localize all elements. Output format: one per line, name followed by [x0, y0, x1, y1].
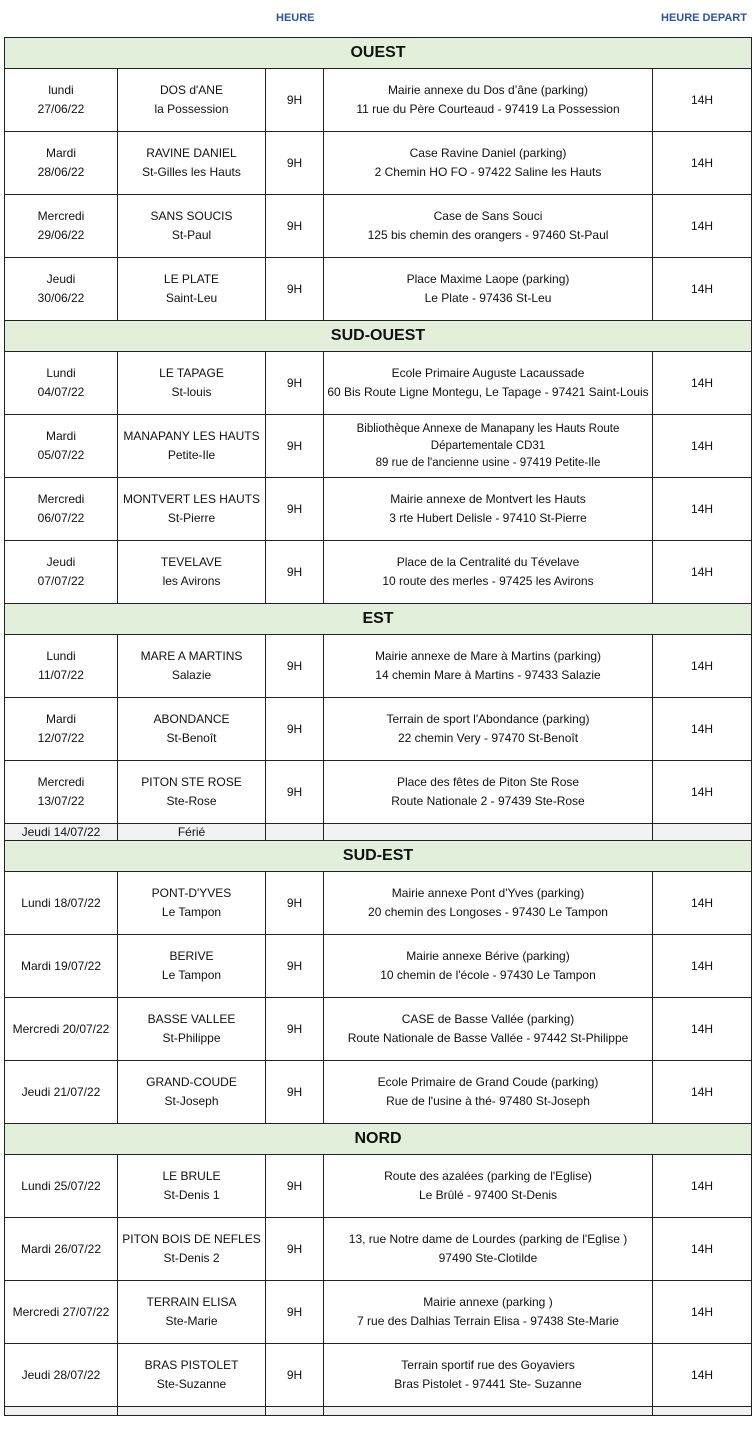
row-address-line: 10 chemin de l'école - 97430 Le Tampon — [380, 968, 596, 982]
row-date: 06/07/22 — [37, 511, 85, 525]
empty-cell — [118, 1407, 266, 1416]
location-cell — [118, 352, 266, 415]
table-row — [5, 258, 752, 321]
row-address-line: 11 rue du Père Courteaud - 97419 La Possession — [356, 102, 620, 116]
date-cell — [5, 415, 118, 478]
row-departure: 14H — [691, 501, 714, 516]
row-date: 29/06/22 — [37, 228, 85, 242]
time-cell — [266, 635, 324, 698]
row-time: 9H — [286, 958, 303, 973]
region-header — [5, 1124, 752, 1155]
table-row — [5, 761, 752, 824]
row-address-line: Terrain sportif rue des Goyaviers — [401, 1358, 575, 1372]
address-cell — [324, 698, 653, 761]
location-cell — [118, 998, 266, 1061]
row-commune: Ste-Suzanne — [156, 1377, 227, 1391]
row-departure: 14H — [691, 958, 714, 973]
table-row — [5, 195, 752, 258]
region-name: SUD-OUEST — [5, 321, 752, 352]
location-cell — [118, 872, 266, 935]
holiday-label: Férié — [177, 825, 206, 839]
row-departure: 14H — [691, 564, 714, 579]
row-address-line: Place des fêtes de Piton Ste Rose — [396, 775, 580, 789]
row-address-line: Le Plate - 97436 St-Leu — [424, 291, 552, 305]
row-address-line: Ecole Primaire de Grand Coude (parking) — [377, 1075, 599, 1089]
row-address-line: 125 bis chemin des orangers - 97460 St-Paul — [367, 228, 609, 242]
date-cell — [5, 872, 118, 935]
table-row — [5, 69, 752, 132]
empty-cell — [653, 1407, 752, 1416]
row-address-line: Mairie annexe (parking ) — [423, 1295, 553, 1309]
address-cell — [324, 1218, 653, 1281]
row-departure: 14H — [691, 784, 714, 799]
row-day: Mercredi 27/07/22 — [12, 1304, 110, 1319]
row-departure: 14H — [691, 375, 714, 390]
row-address-line: Mairie annexe Bérive (parking) — [406, 949, 570, 963]
address-cell — [324, 352, 653, 415]
row-departure: 14H — [691, 1021, 714, 1036]
date-cell — [5, 1218, 118, 1281]
row-place: LE TAPAGE — [159, 366, 224, 380]
row-address-line: Route Nationale 2 - 97439 Ste-Rose — [391, 794, 585, 808]
row-commune: St-Denis 1 — [163, 1188, 220, 1202]
row-date: 04/07/22 — [37, 385, 85, 399]
address-cell — [324, 1061, 653, 1124]
row-address-line: 10 route des merles - 97425 les Avirons — [382, 574, 594, 588]
row-address-line: Mairie annexe de Mare à Martins (parking) — [374, 649, 602, 663]
row-day: Mercredi — [37, 209, 85, 223]
location-cell — [118, 1344, 266, 1407]
row-departure: 14H — [691, 281, 714, 296]
location-cell — [118, 132, 266, 195]
row-place: PONT-D'YVES — [151, 886, 232, 900]
row-date: 05/07/22 — [37, 448, 85, 462]
time-cell — [266, 935, 324, 998]
row-address-line: Mairie annexe Pont d'Yves (parking) — [391, 886, 585, 900]
row-commune: St-Benoît — [166, 731, 217, 745]
holiday-date: Jeudi 14/07/22 — [21, 825, 101, 839]
departure-cell — [653, 698, 752, 761]
date-cell — [5, 541, 118, 604]
empty-cell — [266, 1407, 324, 1416]
departure-cell — [653, 415, 752, 478]
row-departure: 14H — [691, 895, 714, 910]
row-address-line: Route des azalées (parking de l'Eglise) — [384, 1169, 592, 1183]
row-address-line: Rue de l'usine à thé- 97480 St-Joseph — [386, 1094, 590, 1108]
row-date: 28/06/22 — [37, 165, 85, 179]
time-cell — [266, 998, 324, 1061]
location-cell — [118, 1061, 266, 1124]
row-address-line: Ecole Primaire Auguste Lacaussade — [391, 366, 585, 380]
row-address-line: Départementale CD31 — [430, 439, 546, 452]
departure-cell — [653, 635, 752, 698]
holiday-date-cell — [5, 824, 118, 841]
departure-cell — [653, 352, 752, 415]
address-cell — [324, 872, 653, 935]
row-day: Jeudi — [46, 272, 76, 286]
region-header — [5, 604, 752, 635]
row-day: Mardi — [45, 429, 76, 443]
row-day: Mardi 26/07/22 — [20, 1241, 102, 1256]
location-cell — [118, 478, 266, 541]
date-cell — [5, 69, 118, 132]
row-time: 9H — [286, 1241, 303, 1256]
departure-cell — [653, 761, 752, 824]
time-cell — [266, 415, 324, 478]
address-cell — [324, 998, 653, 1061]
row-address-line: 97490 Ste-Clotilde — [438, 1251, 538, 1265]
column-header-heure: HEURE — [276, 12, 315, 24]
address-cell — [324, 541, 653, 604]
row-commune: Petite-Ile — [167, 448, 216, 462]
departure-cell — [653, 1344, 752, 1407]
table-row — [5, 478, 752, 541]
location-cell — [118, 1218, 266, 1281]
row-date: 30/06/22 — [37, 291, 85, 305]
row-time: 9H — [286, 92, 303, 107]
table-row — [5, 132, 752, 195]
address-cell — [324, 1281, 653, 1344]
region-name: SUD-EST — [5, 841, 752, 872]
row-place: SANS SOUCIS — [150, 209, 233, 223]
time-cell — [266, 195, 324, 258]
row-day: Mardi 19/07/22 — [20, 958, 102, 973]
row-address-line: Case Ravine Daniel (parking) — [409, 146, 567, 160]
row-time: 9H — [286, 784, 303, 799]
date-cell — [5, 998, 118, 1061]
row-time: 9H — [286, 218, 303, 233]
departure-cell — [653, 998, 752, 1061]
table-row — [5, 935, 752, 998]
row-departure: 14H — [691, 1367, 714, 1382]
table-row — [5, 541, 752, 604]
address-cell — [324, 635, 653, 698]
row-place: ABONDANCE — [153, 712, 230, 726]
location-cell — [118, 935, 266, 998]
location-cell — [118, 1281, 266, 1344]
table-row — [5, 1155, 752, 1218]
region-name: EST — [5, 604, 752, 635]
location-cell — [118, 258, 266, 321]
row-place: LE PLATE — [163, 272, 220, 286]
row-day: Mercredi 20/07/22 — [12, 1021, 110, 1036]
date-cell — [5, 258, 118, 321]
row-time: 9H — [286, 155, 303, 170]
row-time: 9H — [286, 1021, 303, 1036]
row-place: MONTVERT LES HAUTS — [123, 492, 260, 506]
date-cell — [5, 1344, 118, 1407]
time-cell — [266, 761, 324, 824]
row-time: 9H — [286, 564, 303, 579]
row-place: GRAND-COUDE — [146, 1075, 237, 1089]
empty-cell — [266, 824, 324, 841]
time-cell — [266, 352, 324, 415]
row-day: Lundi — [46, 649, 76, 663]
departure-cell — [653, 132, 752, 195]
departure-cell — [653, 1281, 752, 1344]
row-address-line: Mairie annexe de Montvert les Hauts — [390, 492, 586, 506]
row-commune: St-Philippe — [162, 1031, 221, 1045]
time-cell — [266, 132, 324, 195]
row-time: 9H — [286, 1084, 303, 1099]
time-cell — [266, 1344, 324, 1407]
row-commune: Ste-Marie — [165, 1314, 218, 1328]
row-commune: St-Paul — [171, 228, 212, 242]
address-cell — [324, 258, 653, 321]
date-cell — [5, 935, 118, 998]
date-cell — [5, 478, 118, 541]
address-cell — [324, 935, 653, 998]
row-date: 13/07/22 — [37, 794, 85, 808]
date-cell — [5, 1281, 118, 1344]
trailing-row — [5, 1407, 752, 1416]
table-row — [5, 352, 752, 415]
row-departure: 14H — [691, 1304, 714, 1319]
region-name: NORD — [5, 1124, 752, 1155]
row-address-line: CASE de Basse Vallée (parking) — [401, 1012, 575, 1026]
row-date: 11/07/22 — [38, 668, 84, 682]
row-commune: Ste-Rose — [166, 794, 217, 808]
address-cell — [324, 1155, 653, 1218]
row-time: 9H — [286, 1178, 303, 1193]
departure-cell — [653, 1061, 752, 1124]
row-place: BERIVE — [169, 949, 214, 963]
region-header — [5, 841, 752, 872]
row-departure: 14H — [691, 438, 714, 453]
row-day: Mardi — [45, 146, 76, 160]
row-address-line: Route Nationale de Basse Vallée - 97442 St-Philippe — [347, 1031, 629, 1045]
row-address-line: 13, rue Notre dame de Lourdes (parking de l'Eglise ) — [348, 1232, 628, 1246]
row-day: lundi — [48, 83, 74, 97]
row-place: PITON BOIS DE NEFLES — [122, 1232, 261, 1246]
date-cell — [5, 1061, 118, 1124]
row-commune: les Avirons — [162, 574, 221, 588]
row-time: 9H — [286, 1367, 303, 1382]
row-address-line: 2 Chemin HO FO - 97422 Saline les Hauts — [374, 165, 602, 179]
row-day: Mercredi — [37, 492, 85, 506]
date-cell — [5, 352, 118, 415]
table-row — [5, 415, 752, 478]
location-cell — [118, 635, 266, 698]
address-cell — [324, 132, 653, 195]
time-cell — [266, 872, 324, 935]
row-place: DOS d'ANE — [160, 83, 223, 97]
row-address-line: 60 Bis Route Ligne Montegu, Le Tapage - 97421 Saint-Louis — [327, 385, 649, 399]
departure-cell — [653, 1155, 752, 1218]
row-departure: 14H — [691, 155, 714, 170]
departure-cell — [653, 1218, 752, 1281]
departure-cell — [653, 478, 752, 541]
date-cell — [5, 635, 118, 698]
time-cell — [266, 541, 324, 604]
column-header-heure-depart: HEURE DEPART — [661, 12, 747, 24]
date-cell — [5, 761, 118, 824]
table-row — [5, 1344, 752, 1407]
address-cell — [324, 1344, 653, 1407]
region-name: OUEST — [5, 38, 752, 69]
row-place: LE BRULE — [162, 1169, 221, 1183]
row-date: 12/07/22 — [37, 731, 85, 745]
table-header — [0, 0, 755, 37]
row-place: PITON STE ROSE — [141, 775, 242, 789]
row-day: Lundi 18/07/22 — [21, 895, 101, 910]
row-commune: St-Pierre — [167, 511, 216, 525]
row-address-line: 22 chemin Very - 97470 St-Benoît — [397, 731, 579, 745]
row-departure: 14H — [691, 92, 714, 107]
departure-cell — [653, 872, 752, 935]
row-place: BASSE VALLEE — [147, 1012, 236, 1026]
empty-cell — [324, 824, 653, 841]
row-departure: 14H — [691, 218, 714, 233]
row-commune: St-Gilles les Hauts — [142, 165, 241, 179]
departure-cell — [653, 258, 752, 321]
row-time: 9H — [286, 375, 303, 390]
row-address-line: 7 rue des Dalhias Terrain Elisa - 97438 Ste-Marie — [357, 1314, 619, 1328]
row-address-line: Place de la Centralité du Tévelave — [396, 555, 580, 569]
departure-cell — [653, 69, 752, 132]
row-time: 9H — [286, 281, 303, 296]
row-address-line: Mairie annexe du Dos d’âne (parking) — [387, 83, 589, 97]
row-commune: St-louis — [171, 385, 212, 399]
date-cell — [5, 132, 118, 195]
row-commune: Le Tampon — [161, 968, 222, 982]
row-commune: St-Denis 2 — [163, 1251, 220, 1265]
row-address-line: Terrain de sport l'Abondance (parking) — [386, 712, 590, 726]
time-cell — [266, 1281, 324, 1344]
date-cell — [5, 698, 118, 761]
time-cell — [266, 478, 324, 541]
row-day: Mercredi — [37, 775, 85, 789]
row-address-line: Case de Sans Souci — [433, 209, 543, 223]
row-place: TEVELAVE — [160, 555, 223, 569]
row-departure: 14H — [691, 1178, 714, 1193]
location-cell — [118, 541, 266, 604]
date-cell — [5, 1155, 118, 1218]
row-time: 9H — [286, 1304, 303, 1319]
departure-cell — [653, 541, 752, 604]
empty-cell — [653, 824, 752, 841]
row-date: 27/06/22 — [37, 102, 85, 116]
table-row — [5, 1218, 752, 1281]
address-cell — [324, 195, 653, 258]
table-row — [5, 1281, 752, 1344]
row-day: Jeudi 21/07/22 — [21, 1084, 101, 1099]
time-cell — [266, 69, 324, 132]
region-header — [5, 321, 752, 352]
row-time: 9H — [286, 438, 303, 453]
schedule-table — [4, 37, 752, 1416]
row-date: 07/07/22 — [37, 574, 85, 588]
location-cell — [118, 1155, 266, 1218]
row-address-line: 3 rte Hubert Delisle - 97410 St-Pierre — [389, 511, 587, 525]
address-cell — [324, 69, 653, 132]
location-cell — [118, 761, 266, 824]
departure-cell — [653, 195, 752, 258]
row-address-line: Bibliothèque Annexe de Manapany les Hauts Route — [356, 422, 620, 435]
empty-cell — [5, 1407, 118, 1416]
row-place: MARE A MARTINS — [140, 649, 243, 663]
table-row — [5, 635, 752, 698]
address-cell — [324, 761, 653, 824]
schedule-body — [5, 38, 752, 1416]
address-cell — [324, 478, 653, 541]
region-header — [5, 38, 752, 69]
row-departure: 14H — [691, 1084, 714, 1099]
location-cell — [118, 195, 266, 258]
row-address-line: Bras Pistolet - 97441 Ste- Suzanne — [394, 1377, 582, 1391]
row-time: 9H — [286, 658, 303, 673]
holiday-row — [5, 824, 752, 841]
location-cell — [118, 698, 266, 761]
row-time: 9H — [286, 895, 303, 910]
row-place: BRAS PISTOLET — [144, 1358, 239, 1372]
row-address-line: Place Maxime Laope (parking) — [406, 272, 570, 286]
table-row — [5, 872, 752, 935]
row-time: 9H — [286, 501, 303, 516]
row-day: Lundi 25/07/22 — [21, 1178, 101, 1193]
date-cell — [5, 195, 118, 258]
row-commune: la Possession — [154, 102, 229, 116]
row-commune: Le Tampon — [161, 905, 222, 919]
row-place: TERRAIN ELISA — [146, 1295, 237, 1309]
time-cell — [266, 698, 324, 761]
table-row — [5, 698, 752, 761]
time-cell — [266, 1218, 324, 1281]
address-cell — [324, 415, 653, 478]
row-address-line: 14 chemin Mare à Martins - 97433 Salazie — [375, 668, 601, 682]
holiday-label-cell — [118, 824, 266, 841]
row-departure: 14H — [691, 721, 714, 736]
time-cell — [266, 1155, 324, 1218]
row-day: Jeudi — [46, 555, 76, 569]
row-place: MANAPANY LES HAUTS — [123, 429, 260, 443]
row-address-line: 20 chemin des Longoses - 97430 Le Tampon — [368, 905, 608, 919]
time-cell — [266, 1061, 324, 1124]
row-address-line: 89 rue de l'ancienne usine - 97419 Petite-Ile — [375, 456, 601, 469]
row-day: Mardi — [45, 712, 76, 726]
location-cell — [118, 415, 266, 478]
row-departure: 14H — [691, 658, 714, 673]
table-row — [5, 998, 752, 1061]
row-address-line: Le Brûlé - 97400 St-Denis — [418, 1188, 558, 1202]
departure-cell — [653, 935, 752, 998]
row-day: Lundi — [46, 366, 76, 380]
row-day: Jeudi 28/07/22 — [21, 1367, 101, 1382]
table-row — [5, 1061, 752, 1124]
time-cell — [266, 258, 324, 321]
row-place: RAVINE DANIEL — [146, 146, 237, 160]
row-commune: St-Joseph — [164, 1094, 219, 1108]
row-time: 9H — [286, 721, 303, 736]
empty-cell — [324, 1407, 653, 1416]
location-cell — [118, 69, 266, 132]
row-commune: Salazie — [171, 668, 212, 682]
row-departure: 14H — [691, 1241, 714, 1256]
row-commune: Saint-Leu — [165, 291, 218, 305]
